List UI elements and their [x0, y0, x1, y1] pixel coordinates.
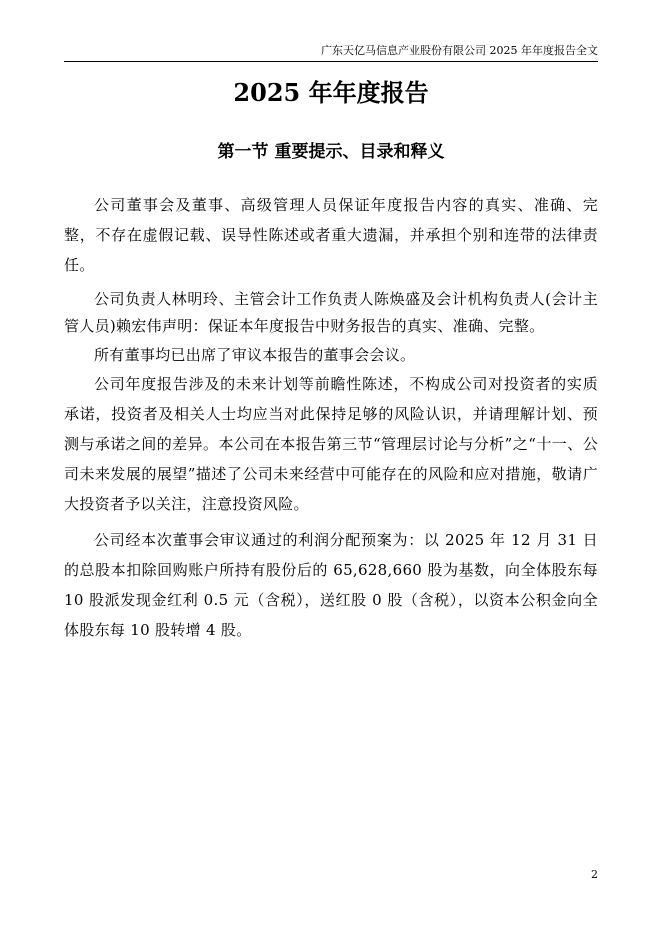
paragraph-directors-attendance: 所有董事均已出席了审议本报告的董事会会议。 [94, 346, 416, 364]
header-rule [64, 61, 598, 62]
paragraph-forward-looking: 公司年度报告涉及的未来计划等前瞻性陈述，不构成公司对投资者的实质承诺，投资者及相关人士均应当对此保持足够的风险认识，并请理解计划、预测与承诺之间的差异。本公司在本报告第三节“管理层讨论与分析”之“十一、公司未来发展的展望”描述了公司未来经营中可能存在的风险和应对措施，敬请广大投资者予以关注，注意投资风险。 [64, 375, 598, 513]
paragraph-profit-distribution: 公司经本次董事会审议通过的利润分配预案为：以 2025 年 12 月 31 日的总股本扣除回购账户所持有股份后的 65,628,660 股为基数，向全体股东每 10 股派发现金红利 0.5 元（含税），送红股 0 股（含税），以资本公积金向全体股东每 10 股转增 4 股。 [64, 531, 598, 639]
section-title: 第一节 重要提示、目录和释义 [217, 142, 445, 162]
running-header: 广东天亿马信息产业股份有限公司 2025 年年度报告全文 [321, 44, 598, 57]
report-title: 2025 年年度报告 [233, 78, 429, 107]
paragraph-responsible-persons: 公司负责人林明玲、主管会计工作负责人陈焕盛及会计机构负责人(会计主管人员)赖宏伟声明：保证本年度报告中财务报告的真实、准确、完整。 [64, 290, 598, 335]
body-text [64, 190, 598, 645]
page-number: 2 [591, 868, 598, 881]
paragraph-board-guarantee: 公司董事会及董事、高级管理人员保证年度报告内容的真实、准确、完整，不存在虚假记载、误导性陈述或者重大遗漏，并承担个别和连带的法律责任。 [64, 196, 598, 274]
